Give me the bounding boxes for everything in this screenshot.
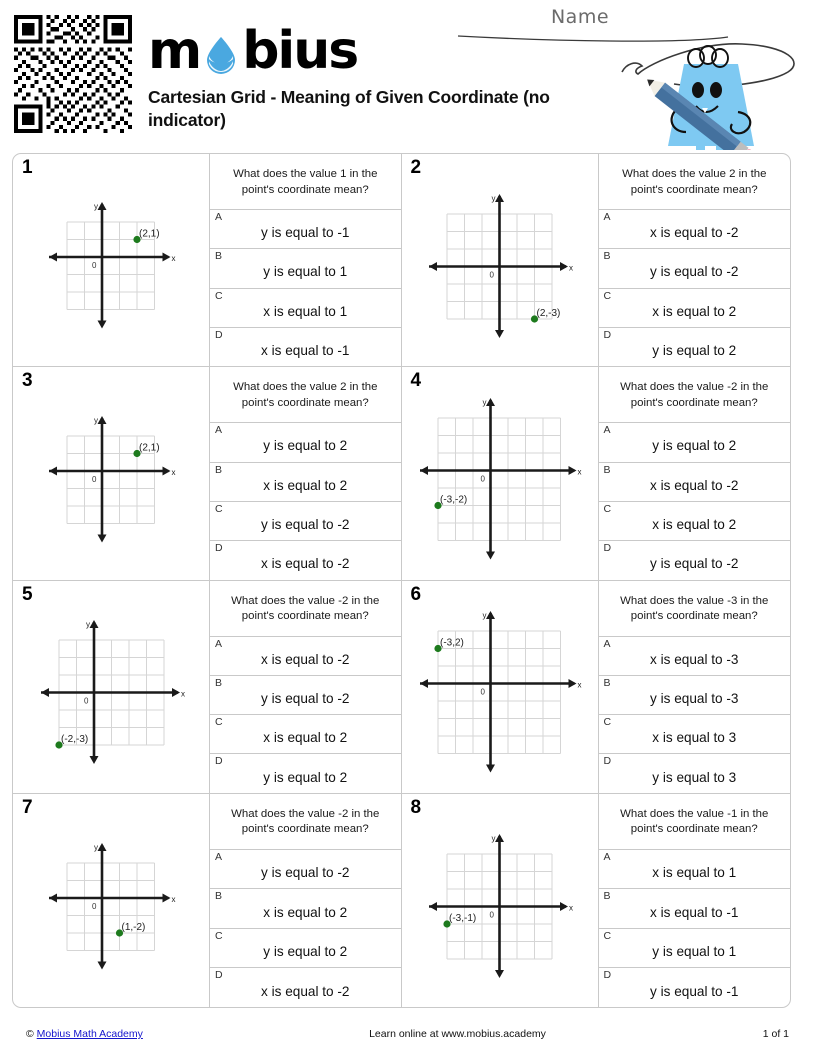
origin-label: 0	[83, 696, 88, 706]
copyright-symbol: ©	[26, 1028, 34, 1040]
answer-option[interactable]	[599, 928, 791, 968]
point-label: (-3,-1)	[449, 912, 477, 924]
option-letter: B	[215, 890, 223, 903]
question-number: 5	[22, 583, 33, 605]
x-axis-label: x	[569, 903, 573, 913]
option-text: x is equal to -1	[261, 343, 350, 359]
question-content	[209, 794, 401, 1007]
question-prompt: What does the value -2 in the point's coordinate mean?	[620, 381, 769, 409]
x-axis-label: x	[577, 680, 582, 690]
question-cell	[402, 367, 791, 580]
question-number: 8	[410, 796, 422, 818]
option-text: y is equal to -2	[261, 865, 350, 881]
answer-option[interactable]	[599, 849, 791, 889]
question-prompt: What does the value -2 in the point's coordinate mean?	[231, 807, 380, 836]
option-text: y is equal to -2	[650, 556, 739, 572]
option-text: x is equal to -2	[650, 225, 739, 241]
x-axis-label: x	[171, 894, 176, 904]
origin-label: 0	[480, 474, 486, 484]
x-axis-label: x	[171, 467, 176, 477]
option-text: y is equal to 2	[652, 438, 737, 454]
answer-option[interactable]	[210, 888, 401, 928]
question-figure	[13, 581, 209, 793]
question-content	[209, 581, 401, 793]
answer-option[interactable]	[599, 248, 791, 287]
answer-options	[599, 849, 791, 1007]
answer-option[interactable]	[210, 753, 401, 792]
option-letter: C	[603, 716, 612, 729]
option-letter: D	[603, 755, 612, 768]
coordinate-plane	[37, 618, 186, 767]
answer-option[interactable]	[210, 540, 401, 579]
answer-option[interactable]	[599, 540, 791, 579]
option-letter: B	[215, 676, 223, 689]
option-text: y is equal to 1	[263, 264, 348, 280]
option-text: y is equal to -1	[261, 225, 350, 241]
option-text: x is equal to 2	[263, 730, 348, 746]
question-figure	[13, 367, 209, 579]
answer-option[interactable]	[599, 636, 791, 675]
answer-option[interactable]	[210, 327, 401, 366]
option-letter: D	[603, 969, 612, 982]
answer-options	[599, 422, 791, 579]
question-number: 1	[22, 157, 33, 178]
answer-option[interactable]	[599, 288, 791, 327]
option-letter: D	[603, 328, 612, 341]
option-letter: A	[603, 637, 611, 650]
answer-option[interactable]	[210, 967, 401, 1007]
answer-option[interactable]	[210, 714, 401, 753]
page-footer	[0, 1028, 815, 1040]
option-text: y is equal to 2	[263, 769, 348, 785]
option-text: x is equal to -2	[261, 556, 350, 572]
question-cell	[13, 154, 402, 367]
y-axis-label: y	[482, 611, 487, 621]
option-text: y is equal to 3	[652, 769, 737, 785]
origin-label: 0	[92, 474, 97, 484]
footer-page-number: 1 of 1	[762, 1028, 789, 1040]
answer-option[interactable]	[210, 422, 401, 461]
option-text: y is equal to -1	[650, 983, 739, 999]
logo-text-after: bius	[242, 21, 358, 81]
page-title: Cartesian Grid - Meaning of Given Coordinate (no indicator)	[148, 87, 550, 131]
answer-options	[210, 422, 401, 579]
option-letter: B	[603, 463, 611, 476]
question-cell	[402, 794, 791, 1007]
option-text: y is equal to 2	[652, 343, 737, 359]
point-label: (2,1)	[139, 228, 160, 240]
option-text: x is equal to 2	[652, 517, 737, 533]
point-label: (2,-3)	[536, 307, 561, 319]
option-letter: A	[215, 211, 223, 223]
option-letter: C	[215, 502, 223, 515]
answer-options	[210, 636, 401, 793]
logo-text-before: m	[148, 21, 201, 81]
answer-option[interactable]	[210, 501, 401, 540]
option-text: x is equal to 2	[652, 303, 737, 319]
option-text: y is equal to -2	[261, 690, 350, 706]
origin-label: 0	[489, 910, 494, 920]
question-figure	[402, 154, 598, 366]
option-letter: D	[215, 328, 223, 341]
point-label: (1,-2)	[121, 921, 146, 933]
question-content	[209, 154, 401, 366]
option-text: y is equal to -3	[650, 690, 739, 706]
question-cell	[13, 794, 402, 1007]
mascot-icon	[592, 28, 812, 150]
answer-option[interactable]	[599, 462, 791, 501]
y-axis-label: y	[491, 833, 496, 843]
option-letter: D	[215, 755, 223, 768]
answer-options	[599, 209, 791, 366]
answer-option[interactable]	[210, 209, 401, 248]
option-text: y is equal to -2	[650, 264, 739, 280]
answer-options	[210, 209, 401, 366]
x-axis-label: x	[577, 467, 582, 477]
answer-option[interactable]	[599, 675, 791, 714]
question-figure	[13, 154, 209, 366]
y-axis-label: y	[482, 398, 487, 408]
question-cell	[402, 154, 791, 367]
option-letter: A	[215, 850, 223, 863]
question-prompt: What does the value 1 in the point's coordinate mean?	[233, 168, 378, 196]
option-text: x is equal to 3	[652, 730, 737, 746]
answer-options	[599, 636, 791, 793]
option-letter: C	[215, 716, 223, 729]
option-text: x is equal to -2	[650, 477, 739, 493]
option-text: y is equal to 2	[263, 944, 348, 960]
question-cell	[402, 581, 791, 794]
coordinate-plane	[45, 200, 177, 332]
option-letter: D	[603, 542, 612, 555]
question-prompt: What does the value 2 in the point's coordinate mean?	[622, 168, 767, 196]
y-axis-label: y	[94, 415, 99, 425]
option-text: x is equal to 2	[263, 904, 348, 920]
coordinate-plane	[416, 609, 583, 776]
name-label: Name	[550, 6, 610, 28]
origin-label: 0	[92, 901, 97, 911]
questions-grid	[12, 153, 791, 1008]
origin-label: 0	[92, 261, 97, 271]
option-letter: A	[215, 637, 223, 650]
x-axis-label: x	[171, 254, 176, 264]
question-cell	[13, 581, 402, 794]
answer-option[interactable]	[210, 928, 401, 968]
point-label: (-3,-2)	[440, 494, 468, 506]
qr-code-icon	[14, 14, 132, 134]
answer-option[interactable]	[599, 967, 791, 1007]
water-drop-icon	[201, 34, 241, 74]
question-content	[598, 794, 791, 1007]
answer-option[interactable]	[210, 849, 401, 889]
coordinate-plane	[45, 841, 177, 973]
origin-label: 0	[489, 270, 494, 280]
answer-option[interactable]	[210, 636, 401, 675]
option-letter: B	[603, 890, 611, 903]
option-text: x is equal to -2	[261, 651, 350, 667]
option-letter: B	[215, 463, 223, 476]
point-label: (-2,-3)	[60, 734, 88, 746]
y-axis-label: y	[85, 620, 90, 630]
option-letter: D	[215, 969, 223, 982]
answer-option[interactable]	[599, 422, 791, 461]
option-letter: A	[603, 850, 611, 863]
option-letter: C	[215, 289, 223, 302]
option-text: x is equal to -2	[261, 983, 350, 999]
question-prompt: What does the value -1 in the point's coordinate mean?	[620, 807, 769, 836]
option-letter: A	[215, 424, 223, 437]
answer-option[interactable]	[599, 501, 791, 540]
answer-option[interactable]	[210, 675, 401, 714]
answer-option[interactable]	[210, 248, 401, 287]
answer-option[interactable]	[599, 327, 791, 366]
option-text: y is equal to -2	[261, 517, 350, 533]
option-letter: B	[603, 676, 611, 689]
option-text: x is equal to 1	[652, 865, 737, 881]
answer-options	[210, 849, 401, 1007]
question-figure	[402, 581, 598, 793]
option-letter: C	[215, 929, 223, 942]
question-figure	[402, 367, 598, 579]
option-text: y is equal to 1	[652, 944, 737, 960]
option-letter: C	[603, 929, 612, 942]
question-content	[598, 154, 791, 366]
option-text: x is equal to 2	[263, 477, 348, 493]
worksheet-header	[0, 0, 815, 150]
option-letter: C	[603, 289, 612, 302]
question-number: 7	[22, 796, 33, 818]
option-text: x is equal to -3	[650, 651, 739, 667]
y-axis-label: y	[94, 842, 99, 852]
question-content	[598, 367, 791, 579]
question-content	[598, 581, 791, 793]
question-prompt: What does the value -3 in the point's coordinate mean?	[620, 594, 769, 622]
x-axis-label: x	[180, 689, 185, 699]
y-axis-label: y	[491, 193, 496, 203]
question-number: 3	[22, 370, 33, 392]
question-number: 2	[410, 157, 422, 178]
option-text: x is equal to -1	[650, 904, 739, 920]
option-letter: C	[603, 502, 612, 515]
option-letter: A	[603, 424, 611, 437]
question-number: 4	[410, 370, 422, 392]
answer-option[interactable]	[599, 753, 791, 792]
answer-option[interactable]	[210, 288, 401, 327]
coordinate-plane	[425, 832, 574, 981]
option-letter: B	[215, 250, 223, 263]
footer-copyright	[26, 1028, 276, 1040]
question-figure	[402, 794, 598, 1007]
option-text: y is equal to 2	[263, 438, 348, 454]
origin-label: 0	[480, 687, 486, 697]
option-letter: D	[215, 542, 223, 555]
question-cell	[13, 367, 402, 580]
question-figure	[13, 794, 209, 1007]
footer-center-text: Learn online at www.mobius.academy	[369, 1028, 546, 1040]
mobius-math-academy-link[interactable]: Mobius Math Academy	[36, 1028, 143, 1040]
option-letter: A	[603, 211, 611, 223]
coordinate-plane	[416, 396, 583, 563]
answer-option[interactable]	[210, 462, 401, 501]
coordinate-plane	[45, 414, 177, 546]
answer-option[interactable]	[599, 714, 791, 753]
question-prompt: What does the value -2 in the point's coordinate mean?	[231, 594, 380, 622]
point-label: (2,1)	[139, 442, 160, 454]
question-prompt: What does the value 2 in the point's coordinate mean?	[233, 381, 378, 409]
x-axis-label: x	[569, 263, 573, 273]
answer-option[interactable]	[599, 209, 791, 248]
answer-option[interactable]	[599, 888, 791, 928]
option-letter: B	[603, 250, 611, 263]
y-axis-label: y	[94, 202, 99, 212]
question-content	[209, 367, 401, 579]
question-number: 6	[410, 583, 422, 605]
option-text: x is equal to 1	[263, 303, 348, 319]
point-label: (-3,2)	[440, 637, 465, 649]
coordinate-plane	[425, 192, 574, 341]
